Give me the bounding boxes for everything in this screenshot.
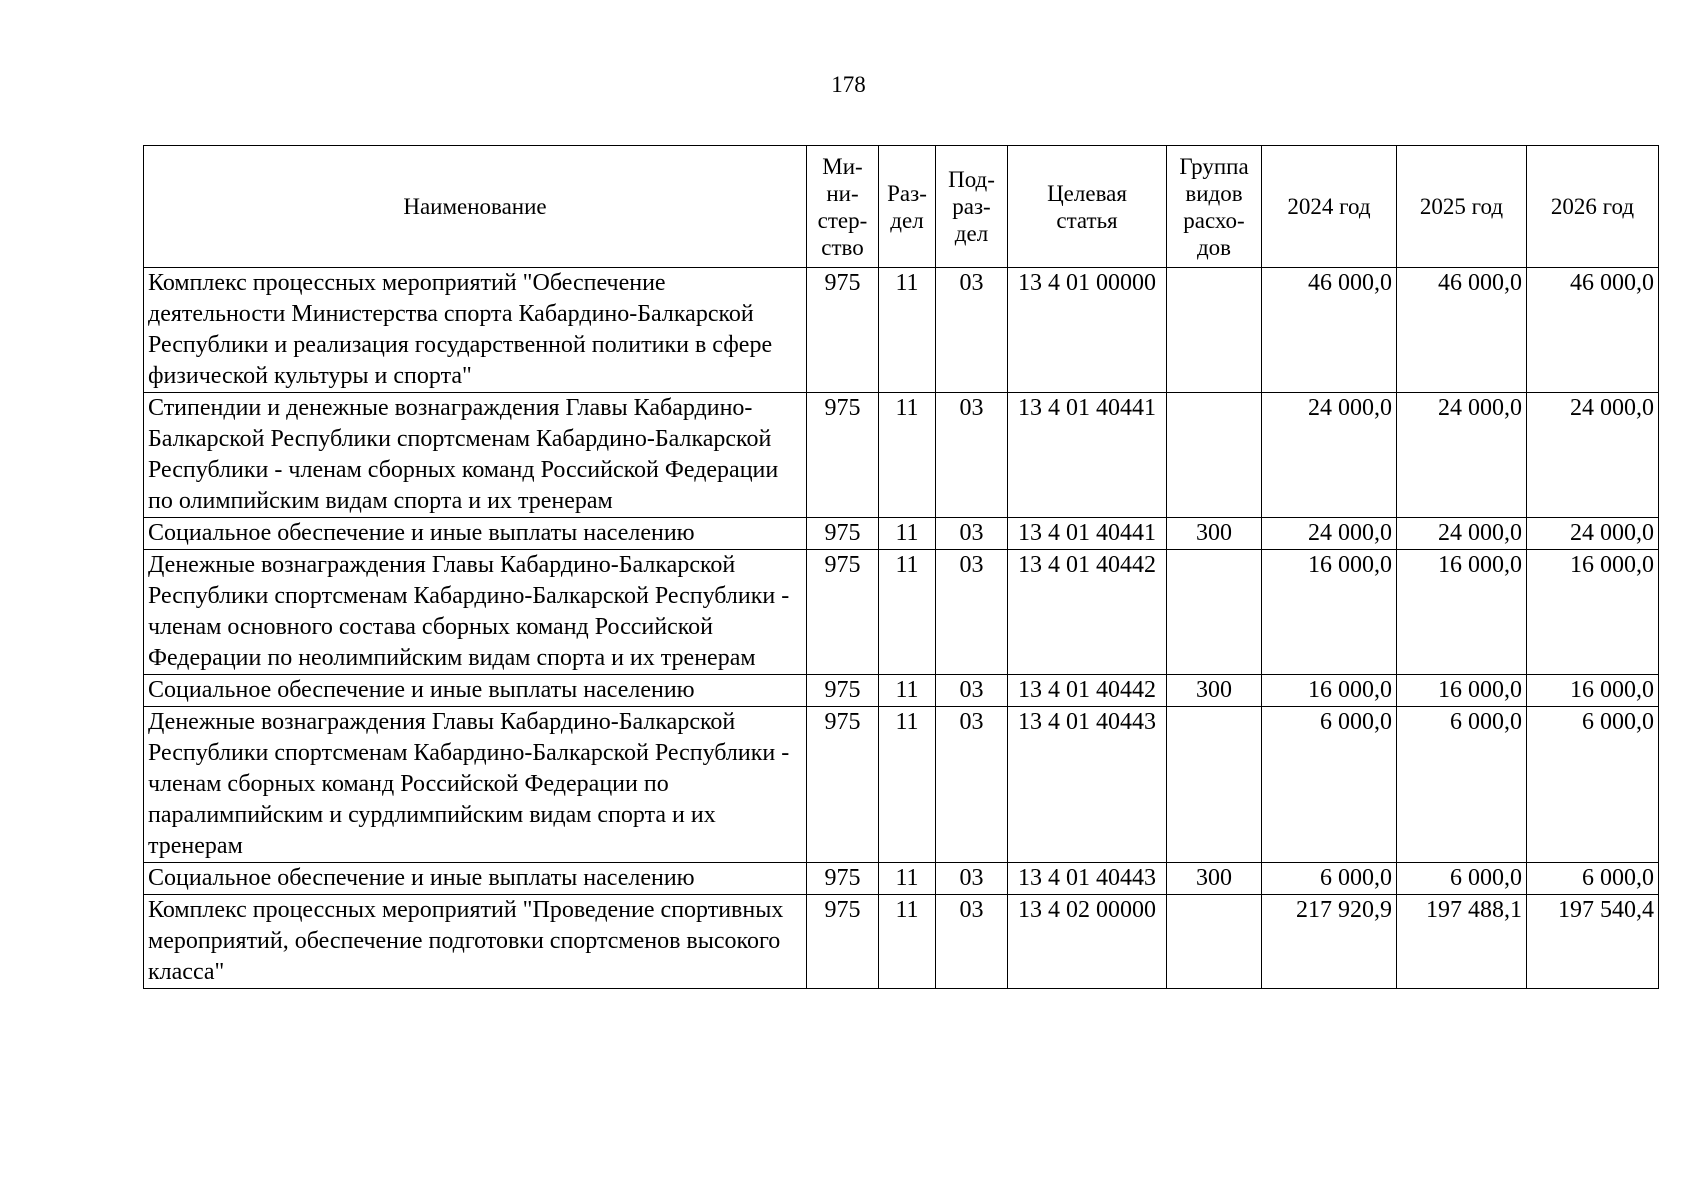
cell-ministry: 975 — [807, 550, 879, 675]
cell-2026: 46 000,0 — [1527, 268, 1659, 393]
cell-target: 13 4 01 40441 — [1008, 393, 1167, 518]
cell-ministry: 975 — [807, 895, 879, 989]
cell-2024: 16 000,0 — [1262, 550, 1397, 675]
page-number: 178 — [831, 72, 866, 97]
cell-section: 11 — [879, 675, 936, 707]
col-header-subsection: Под- раз- дел — [936, 146, 1008, 268]
cell-2024: 46 000,0 — [1262, 268, 1397, 393]
cell-target: 13 4 01 40442 — [1008, 550, 1167, 675]
cell-2024: 24 000,0 — [1262, 518, 1397, 550]
cell-ministry: 975 — [807, 518, 879, 550]
cell-2025: 24 000,0 — [1397, 393, 1527, 518]
col-header-target: Целевая статья — [1008, 146, 1167, 268]
cell-group — [1167, 707, 1262, 863]
cell-ministry: 975 — [807, 268, 879, 393]
cell-target: 13 4 01 40442 — [1008, 675, 1167, 707]
table-row — [144, 675, 1659, 707]
cell-name: Стипендии и денежные вознаграждения Главы Кабардино-Балкарской Республики спортсменам Кабардино-Балкарской Республики - членам сборных команд Российской Федерации по олимпийским видам спорта и их тренерам — [144, 393, 807, 518]
table-row — [144, 550, 1659, 675]
col-header-2024: 2024 год — [1262, 146, 1397, 268]
cell-subsection: 03 — [936, 863, 1008, 895]
cell-section: 11 — [879, 550, 936, 675]
cell-target: 13 4 01 40443 — [1008, 863, 1167, 895]
cell-2025: 24 000,0 — [1397, 518, 1527, 550]
cell-section: 11 — [879, 707, 936, 863]
cell-2026: 16 000,0 — [1527, 550, 1659, 675]
cell-ministry: 975 — [807, 707, 879, 863]
cell-2025: 16 000,0 — [1397, 550, 1527, 675]
col-header-2025: 2025 год — [1397, 146, 1527, 268]
cell-ministry: 975 — [807, 393, 879, 518]
cell-ministry: 975 — [807, 675, 879, 707]
col-header-ministry: Ми- ни- стер- ство — [807, 146, 879, 268]
cell-section: 11 — [879, 268, 936, 393]
cell-subsection: 03 — [936, 550, 1008, 675]
cell-target: 13 4 01 00000 — [1008, 268, 1167, 393]
cell-subsection: 03 — [936, 268, 1008, 393]
cell-2024: 6 000,0 — [1262, 707, 1397, 863]
cell-2025: 46 000,0 — [1397, 268, 1527, 393]
cell-2026: 24 000,0 — [1527, 518, 1659, 550]
table-row — [144, 895, 1659, 989]
col-header-name: Наименование — [144, 146, 807, 268]
cell-group — [1167, 550, 1262, 675]
col-header-expense-group: Группа видов расхо- дов — [1167, 146, 1262, 268]
cell-2025: 6 000,0 — [1397, 707, 1527, 863]
table-header-row — [144, 146, 1659, 268]
cell-2025: 197 488,1 — [1397, 895, 1527, 989]
cell-2024: 16 000,0 — [1262, 675, 1397, 707]
cell-name: Комплекс процессных мероприятий "Обеспечение деятельности Министерства спорта Кабардино-Балкарской Республики и реализация государственной политики в сфере физической культуры и спорта" — [144, 268, 807, 393]
cell-subsection: 03 — [936, 393, 1008, 518]
cell-section: 11 — [879, 863, 936, 895]
col-header-2026: 2026 год — [1527, 146, 1659, 268]
cell-2026: 197 540,4 — [1527, 895, 1659, 989]
cell-group — [1167, 895, 1262, 989]
cell-group — [1167, 268, 1262, 393]
budget-table — [143, 145, 1659, 989]
cell-2026: 24 000,0 — [1527, 393, 1659, 518]
col-header-section: Раз- дел — [879, 146, 936, 268]
cell-target: 13 4 01 40443 — [1008, 707, 1167, 863]
table-row — [144, 268, 1659, 393]
cell-subsection: 03 — [936, 518, 1008, 550]
cell-2025: 6 000,0 — [1397, 863, 1527, 895]
table-row — [144, 393, 1659, 518]
cell-2026: 16 000,0 — [1527, 675, 1659, 707]
cell-ministry: 975 — [807, 863, 879, 895]
cell-section: 11 — [879, 518, 936, 550]
cell-name: Социальное обеспечение и иные выплаты населению — [144, 518, 807, 550]
cell-name: Социальное обеспечение и иные выплаты населению — [144, 863, 807, 895]
table-row — [144, 707, 1659, 863]
cell-2026: 6 000,0 — [1527, 863, 1659, 895]
cell-2024: 6 000,0 — [1262, 863, 1397, 895]
cell-section: 11 — [879, 895, 936, 989]
cell-group: 300 — [1167, 518, 1262, 550]
cell-target: 13 4 01 40441 — [1008, 518, 1167, 550]
cell-group: 300 — [1167, 863, 1262, 895]
cell-group: 300 — [1167, 675, 1262, 707]
cell-2026: 6 000,0 — [1527, 707, 1659, 863]
cell-name: Комплекс процессных мероприятий "Проведение спортивных мероприятий, обеспечение подготовки спортсменов высокого класса" — [144, 895, 807, 989]
cell-section: 11 — [879, 393, 936, 518]
cell-target: 13 4 02 00000 — [1008, 895, 1167, 989]
cell-name: Социальное обеспечение и иные выплаты населению — [144, 675, 807, 707]
cell-name: Денежные вознаграждения Главы Кабардино-Балкарской Республики спортсменам Кабардино-Балкарской Республики - членам основного состава сборных команд Российской Федерации по неолимпийским видам спорта и их тренерам — [144, 550, 807, 675]
cell-name: Денежные вознаграждения Главы Кабардино-Балкарской Республики спортсменам Кабардино-Балкарской Республики - членам сборных команд Российской Федерации по паралимпийским и сурдлимпийским видам спорта и их тренерам — [144, 707, 807, 863]
cell-2024: 24 000,0 — [1262, 393, 1397, 518]
table-row — [144, 863, 1659, 895]
cell-2024: 217 920,9 — [1262, 895, 1397, 989]
cell-subsection: 03 — [936, 675, 1008, 707]
cell-subsection: 03 — [936, 707, 1008, 863]
cell-subsection: 03 — [936, 895, 1008, 989]
cell-2025: 16 000,0 — [1397, 675, 1527, 707]
table-row — [144, 518, 1659, 550]
cell-group — [1167, 393, 1262, 518]
